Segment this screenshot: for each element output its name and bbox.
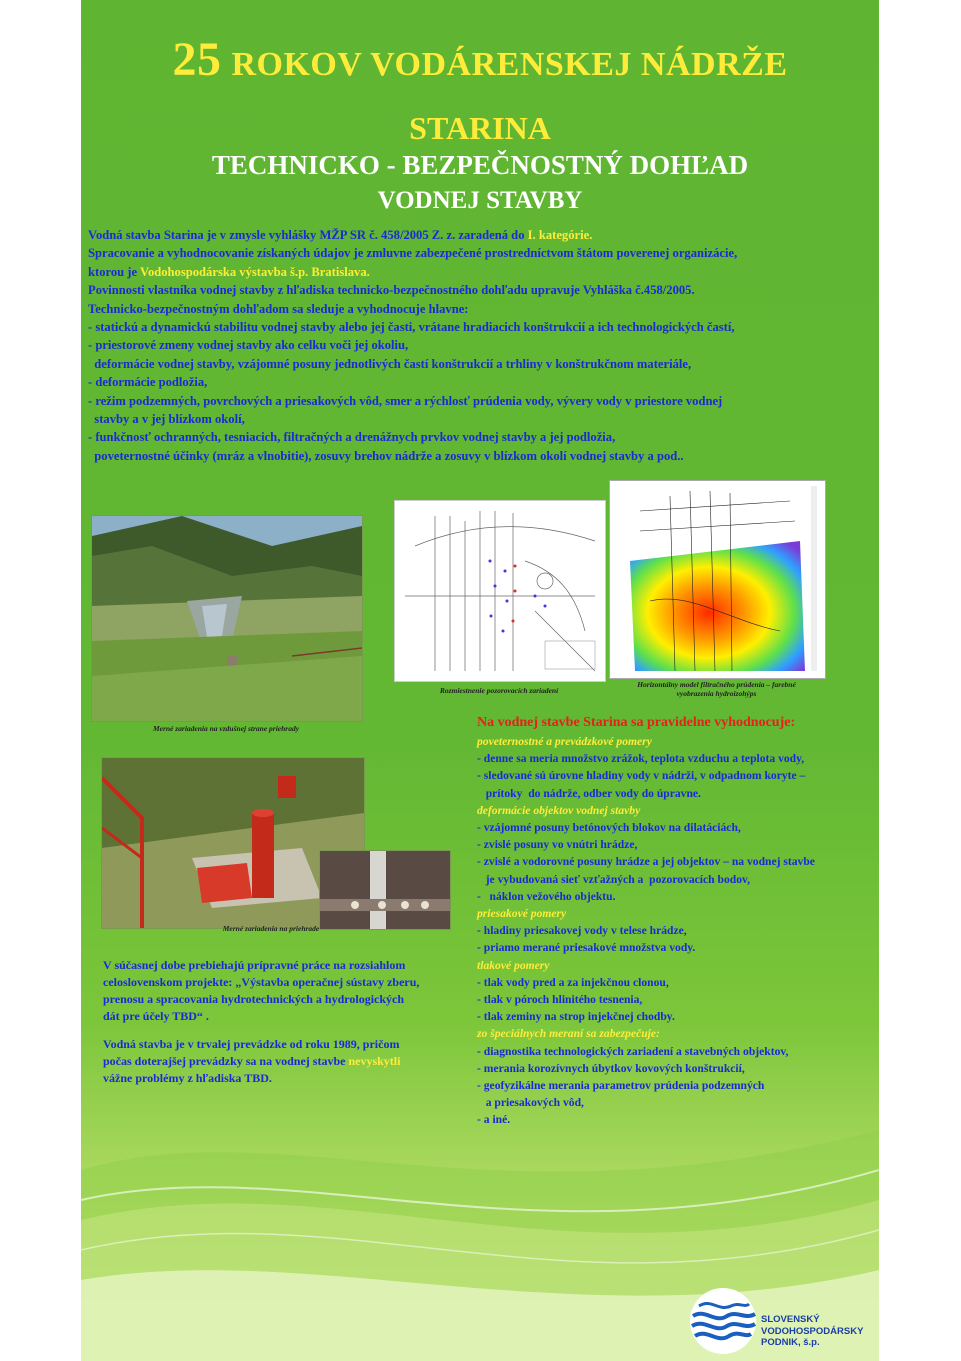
dam-valley-photo	[91, 515, 363, 722]
evaluation-heading: Na vodnej stavbe Starina sa pravidelne vyhodnocuje:	[477, 715, 796, 730]
evaluation-subheading: deformácie objektov vodnej stavby	[477, 803, 641, 817]
logo-line: PODNIK, š.p.	[761, 1337, 820, 1348]
evaluation-subheading: priesakové pomery	[477, 907, 567, 921]
evaluation-item: - a iné.	[477, 1113, 511, 1127]
evaluation-item: - sledované sú úrovne hladiny vody v nádrži, v odpadnom koryte –	[477, 769, 806, 783]
evaluation-subheading: poveternostné a prevádzkové pomery	[477, 735, 652, 748]
paragraph-line: počas doterajšej prevádzky sa na vodnej stavbe	[103, 1054, 349, 1068]
title-line1: ROKOV VODÁRENSKEJ NÁDRŽE	[231, 46, 788, 83]
intro-line: deformácie vodnej stavby, vzájomné posuny jednotlivých častí konštrukcií a trhliny v konštrukčnom materiále,	[88, 356, 692, 371]
intro-line: Technicko-bezpečnostným dohľadom sa sleduje a vyhodnocuje hlavne:	[88, 301, 469, 316]
svp-logo-text	[761, 1314, 863, 1349]
gallery-instruments-photo	[319, 850, 451, 930]
evaluation-item: - tlak zeminy na strop injekčnej chodby.	[477, 1010, 675, 1024]
evaluation-subheading: tlakové pomery	[477, 958, 550, 972]
intro-line: Povinnosti vlastníka vodnej stavby z hľadiska technicko-bezpečnostného dohľadu upravuje Vyhláška č.458/2005.	[88, 283, 695, 298]
paragraph-highlight: nevyskytli	[348, 1054, 401, 1068]
intro-line: Vodná stavba Starina je v zmysle vyhlášky MŽP SR č. 458/2005 Z. z. zaradená do	[88, 228, 528, 242]
intro-text	[88, 226, 868, 465]
evaluation-list	[477, 713, 877, 1129]
photo2-caption: Merné zariadenia na priehrade	[222, 924, 320, 933]
title-line4: VODNEJ STAVBY	[377, 187, 583, 214]
evaluation-subheading: zo špeciálnych meraní sa zabezpečuje:	[477, 1027, 660, 1041]
intro-highlight: Vodohospodárska výstavba š.p. Bratislava.	[140, 264, 370, 279]
paragraph-line: dát pre účely TBD“ .	[103, 1009, 209, 1023]
evaluation-item: - zvislé posuny vo vnútri hrádze,	[477, 838, 638, 852]
intro-line: - funkčnosť ochranných, tesniacich, filtračných a drenážnych prvkov vodnej stavby a jej podložia,	[88, 430, 616, 445]
evaluation-item: - zvislé a vodorovné posuny hrádze a jej objektov – na vodnej stavbe	[477, 855, 815, 869]
intro-line: poveternostné účinky (mráz a vlnobitie), zosuvy brehov nádrže a zosuvy v blízkom okolí vodnej stavby a pod..	[88, 448, 684, 463]
evaluation-item: - merania korozívnych úbytkov kovových konštrukcií,	[477, 1061, 745, 1075]
evaluation-item: - náklon vežového objektu.	[477, 889, 616, 903]
intro-line: - statickú a dynamickú stabilitu vodnej stavby alebo jej časti, vrátane hradiacich konštrukcií a ich technologických častí,	[88, 320, 735, 335]
filtration-model-map	[609, 480, 826, 679]
intro-line: ktorou je	[88, 264, 141, 279]
paragraph-line: V súčasnej dobe prebiehajú prípravné práce na rozsiahlom	[103, 958, 406, 972]
evaluation-item: a priesakových vôd,	[477, 1096, 584, 1110]
model-caption	[609, 680, 824, 698]
paragraph-line: celoslovenskom projekte: „Výstavba operačnej sústavy zberu,	[103, 975, 420, 989]
operation-paragraph	[103, 1036, 463, 1087]
title-number: 25	[172, 33, 222, 86]
intro-line: Spracovanie a vyhodnocovanie získaných údajov je zmluvne zabezpečené prostredníctvom štátom poverenej organizácie,	[88, 246, 738, 261]
evaluation-item: - tlak v póroch hlinitého tesnenia,	[477, 993, 643, 1007]
paragraph-line: prenosu a spracovania hydrotechnických a hydrologických	[103, 992, 405, 1006]
evaluation-item: - hladiny priesakovej vody v telese hrádze,	[477, 924, 687, 938]
model-caption-line: Horizontálny model filtračného prúdenia – farebné	[637, 680, 796, 689]
paragraph-line: Vodná stavba je v trvalej prevádzke od roku 1989, pričom	[103, 1037, 400, 1051]
intro-line: stavby a v jej blízkom okolí,	[88, 412, 245, 427]
intro-highlight: I. kategórie.	[527, 228, 593, 242]
evaluation-item: je vybudovaná sieť vzťažných a pozorovacích bodov,	[477, 872, 751, 886]
evaluation-item: prítoky do nádrže, odber vody do úpravne.	[477, 786, 701, 800]
plan-caption: Rozmiestnenie pozorovacích zariadení	[439, 686, 559, 695]
intro-line: - deformácie podložia,	[88, 375, 208, 390]
logo-line: SLOVENSKÝ	[761, 1314, 820, 1325]
evaluation-item: - tlak vody pred a za injekčnou clonou,	[477, 975, 669, 989]
evaluation-item: - geofyzikálne merania parametrov prúdenia podzemných	[477, 1079, 765, 1093]
paragraph-line: vážne problémy z hľadiska TBD.	[103, 1071, 272, 1085]
evaluation-item: - priamo merané priesakové množstva vody.	[477, 941, 696, 955]
poster	[81, 0, 879, 1361]
instrument-layout-plan	[394, 500, 606, 682]
photo1-caption: Merné zariadenia na vzdušnej strane priehrady	[152, 724, 300, 733]
project-paragraph	[103, 957, 463, 1025]
title-line3: TECHNICKO - BEZPEČNOSTNÝ DOHĽAD	[211, 150, 749, 180]
intro-line: - priestorové zmeny vodnej stavby ako celku voči jej okoliu,	[88, 338, 409, 353]
poster-title	[81, 32, 879, 87]
intro-line: - režim podzemných, povrchových a priesakových vôd, smer a rýchlosť prúdenia vody, vývery vody v priestore vodnej	[88, 393, 723, 408]
model-caption-line: vyobrazenia hydroizohýps	[676, 689, 757, 698]
logo-line: VODOHOSPODÁRSKY	[761, 1325, 864, 1337]
evaluation-item: - diagnostika technologických zariadení a stavebných objektov,	[477, 1044, 789, 1058]
title-line2: STARINA	[409, 110, 551, 146]
evaluation-item: - vzájomné posuny betónových blokov na dilatáciách,	[477, 821, 741, 835]
evaluation-item: - denne sa meria množstvo zrážok, teplota vzduchu a teplota vody,	[477, 752, 805, 766]
